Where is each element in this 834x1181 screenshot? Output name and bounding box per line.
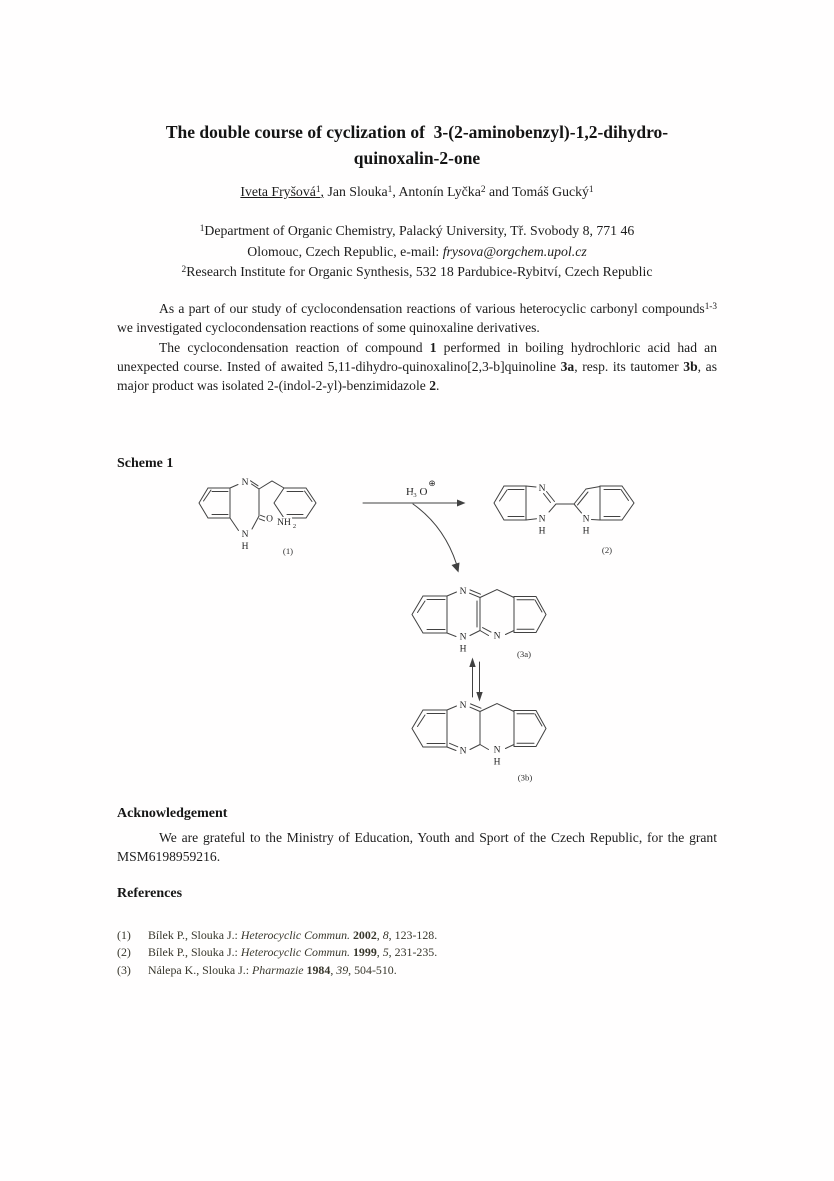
reference-item [117, 944, 717, 961]
reference-sep: , [348, 962, 355, 977]
structure-2-indole-n1-label: N [582, 514, 590, 525]
reference-pages: 231-235. [394, 945, 438, 960]
author-1-underlined [240, 184, 324, 199]
introduction-text [117, 299, 717, 395]
paragraph-2-text-cont3: , as major product was isolated 2-(indol-2-yl)-benzimidazole [117, 358, 717, 394]
structure-3a-bonds [412, 590, 546, 637]
affiliation-1-superscript: 1 [199, 223, 205, 234]
reaction-arrow-group [363, 479, 466, 573]
compound-3a-ref: 3a [560, 358, 575, 374]
paragraph-2-period: . [435, 378, 440, 394]
compound-3b-label: (3b) [517, 772, 533, 783]
reference-pages: 123-128. [394, 928, 438, 942]
reference-volume: 39 [336, 962, 349, 977]
affiliation-1-line-2 [117, 242, 717, 263]
structure-3a-dihydroquinoxalinoquinoline [412, 587, 546, 659]
scheme-1-figure [100, 473, 740, 795]
author-2-affiliation-superscript: 1 [387, 184, 393, 195]
structure-3a-quinoline-n-label: N [493, 631, 501, 642]
paragraph-2-text-cont: performed in boiling hydrochloric acid had an unexpected course. Insted of awaited 5,11-dihydro-quinoxalino[2,3-b]quinoline [117, 339, 717, 374]
reference-sep: , [388, 945, 395, 960]
page-title [117, 119, 717, 171]
reference-number: (1) [117, 928, 131, 942]
structure-3b-n-top-label: N [459, 701, 467, 711]
structure-3b-tautomer [412, 701, 546, 783]
affiliation-2-line [117, 262, 717, 283]
author-2-name: Jan Slouka [324, 184, 388, 199]
structure-2-benzimidazole-n1-label: N [538, 514, 546, 525]
affiliations-block [117, 221, 717, 283]
reagent-o: O [419, 486, 428, 498]
reference-authors: Bílek P., Slouka J.: [148, 928, 241, 942]
affiliation-1-email: frysova@orgchem.upol.cz [442, 243, 587, 259]
structure-3b-nh-n-label: N [493, 745, 501, 756]
reference-body [148, 927, 717, 944]
title-line-2: quinoxalin-2-one [353, 148, 481, 168]
author-3-affiliation-superscript: 2 [480, 184, 486, 195]
structure-2-bonds [494, 486, 634, 520]
structure-2-benzimidazole-n3-label: N [538, 484, 546, 494]
paragraph-2-text-cont2: , resp. its tautomer [574, 358, 684, 374]
structure-1-amine-label: NH [277, 518, 291, 528]
reference-volume: 5 [382, 945, 389, 960]
branch-arrow-head [452, 563, 460, 573]
acknowledgement-paragraph: We are grateful to the Ministry of Education, Youth and Sport of the Czech Republic, for the grant MSM6198959216. [117, 830, 717, 865]
reference-body [148, 944, 717, 961]
affiliation-2-text: Research Institute for Organic Synthesis, 532 18 Pardubice-Rybitví, Czech Republic [186, 264, 653, 280]
compound-3b-ref: 3b [683, 358, 698, 374]
compound-3a-label: (3a) [517, 649, 531, 659]
structure-3b-nh-h-label: H [493, 757, 501, 768]
reference-year: 1984 [306, 962, 331, 977]
structure-3a-nh-h-label: H [459, 644, 467, 655]
references-list [117, 927, 717, 979]
compound-2-ref: 2 [429, 378, 436, 394]
reference-number: (3) [117, 962, 131, 977]
structure-1-amine-subscript: 2 [292, 523, 297, 530]
structure-1-quinoxalinone [199, 478, 316, 556]
compound-1-ref: 1 [429, 339, 437, 355]
reference-sep: , [376, 945, 383, 960]
structure-3a-n-bottom-label: N [459, 632, 467, 643]
reference-sep: , [330, 962, 337, 977]
reference-volume: 8 [382, 928, 389, 942]
reference-sep: , [376, 928, 383, 942]
acknowledgement-heading: Acknowledgement [117, 806, 228, 821]
structure-3b-n-bottom-label: N [459, 746, 467, 757]
scheme-1-heading: Scheme 1 [117, 456, 174, 471]
paragraph-1-text-cont: we investigated cyclocondensation reactions of some quinoxaline derivatives. [117, 320, 540, 336]
reference-pages: 504-510. [354, 962, 397, 977]
tautomer-equilibrium-arrows [469, 658, 482, 702]
structure-3a-n-top-label: N [459, 587, 467, 597]
paragraph-1 [117, 299, 717, 338]
structure-2-benzimidazole-indole [494, 484, 634, 555]
paragraph-1-text: As a part of our study of cyclocondensation reactions of various heterocyclic carbonyl compounds [159, 301, 705, 316]
author-4-name: and Tomáš Gucký [485, 184, 589, 199]
citation-superscript-1-3: 1-3 [704, 300, 717, 311]
compound-2-label: (2) [601, 545, 613, 555]
author-3-name: , Antonín Lyčka [392, 184, 481, 199]
structure-1-n4-atom-label: N [241, 478, 249, 488]
structure-3b-bonds [412, 704, 546, 751]
author-4-affiliation-superscript: 1 [588, 184, 594, 195]
references-heading: References [117, 886, 183, 901]
acknowledgement-text [117, 828, 717, 867]
reference-sep: , [388, 928, 395, 942]
reference-year: 2002 [352, 928, 377, 942]
paragraph-2-text: The cyclocondensation reaction of compound [159, 339, 430, 355]
structure-2-indole-h-label: H [582, 526, 590, 537]
authors-line [117, 184, 717, 200]
author-1-affiliation-superscript: 1 [315, 184, 321, 195]
branch-arrow-curve [413, 504, 457, 564]
paragraph-2 [117, 338, 717, 396]
reference-item [117, 962, 717, 979]
affiliation-1-email-prefix: Olomouc, Czech Republic, e-mail: [247, 243, 443, 259]
affiliation-2-superscript: 2 [181, 265, 187, 276]
structure-1-carbonyl-o-label: O [266, 514, 273, 525]
reference-authors: Nálepa K., Slouka J.: [148, 962, 253, 977]
reference-journal: Pharmazie [252, 962, 307, 977]
reference-item [117, 927, 717, 944]
reference-year: 1999 [352, 945, 377, 960]
compound-1-label: (1) [282, 546, 294, 556]
affiliation-1-line-1 [117, 221, 717, 242]
reaction-arrow-head [457, 500, 466, 507]
author-1-comma: , [320, 184, 324, 199]
reference-authors: Bílek P., Slouka J.: [148, 945, 241, 960]
affiliation-1-text: Department of Organic Chemistry, Palacký University, Tř. Svobody 8, 771 46 [204, 223, 635, 238]
structure-2-benzimidazole-h-label: H [538, 526, 546, 537]
reagent-subscript-3: 3 [413, 492, 417, 499]
reference-number: (2) [117, 945, 131, 960]
structure-1-n1-h-label: H [241, 542, 249, 552]
author-1-name: Iveta Fryšová [240, 184, 316, 199]
structure-1-n1-atom-label: N [241, 530, 249, 540]
reference-journal: Heterocyclic Commun. [240, 945, 353, 960]
reference-body [148, 962, 717, 979]
reagent-h: H [406, 486, 414, 498]
structure-1-bonds [199, 481, 316, 531]
reference-journal: Heterocyclic Commun. [240, 928, 353, 942]
title-line-1: The double course of cyclization of 3-(2-aminobenzyl)-1,2-dihydro- [165, 122, 669, 142]
oxonium-charge-icon: ⊕ [428, 479, 436, 489]
